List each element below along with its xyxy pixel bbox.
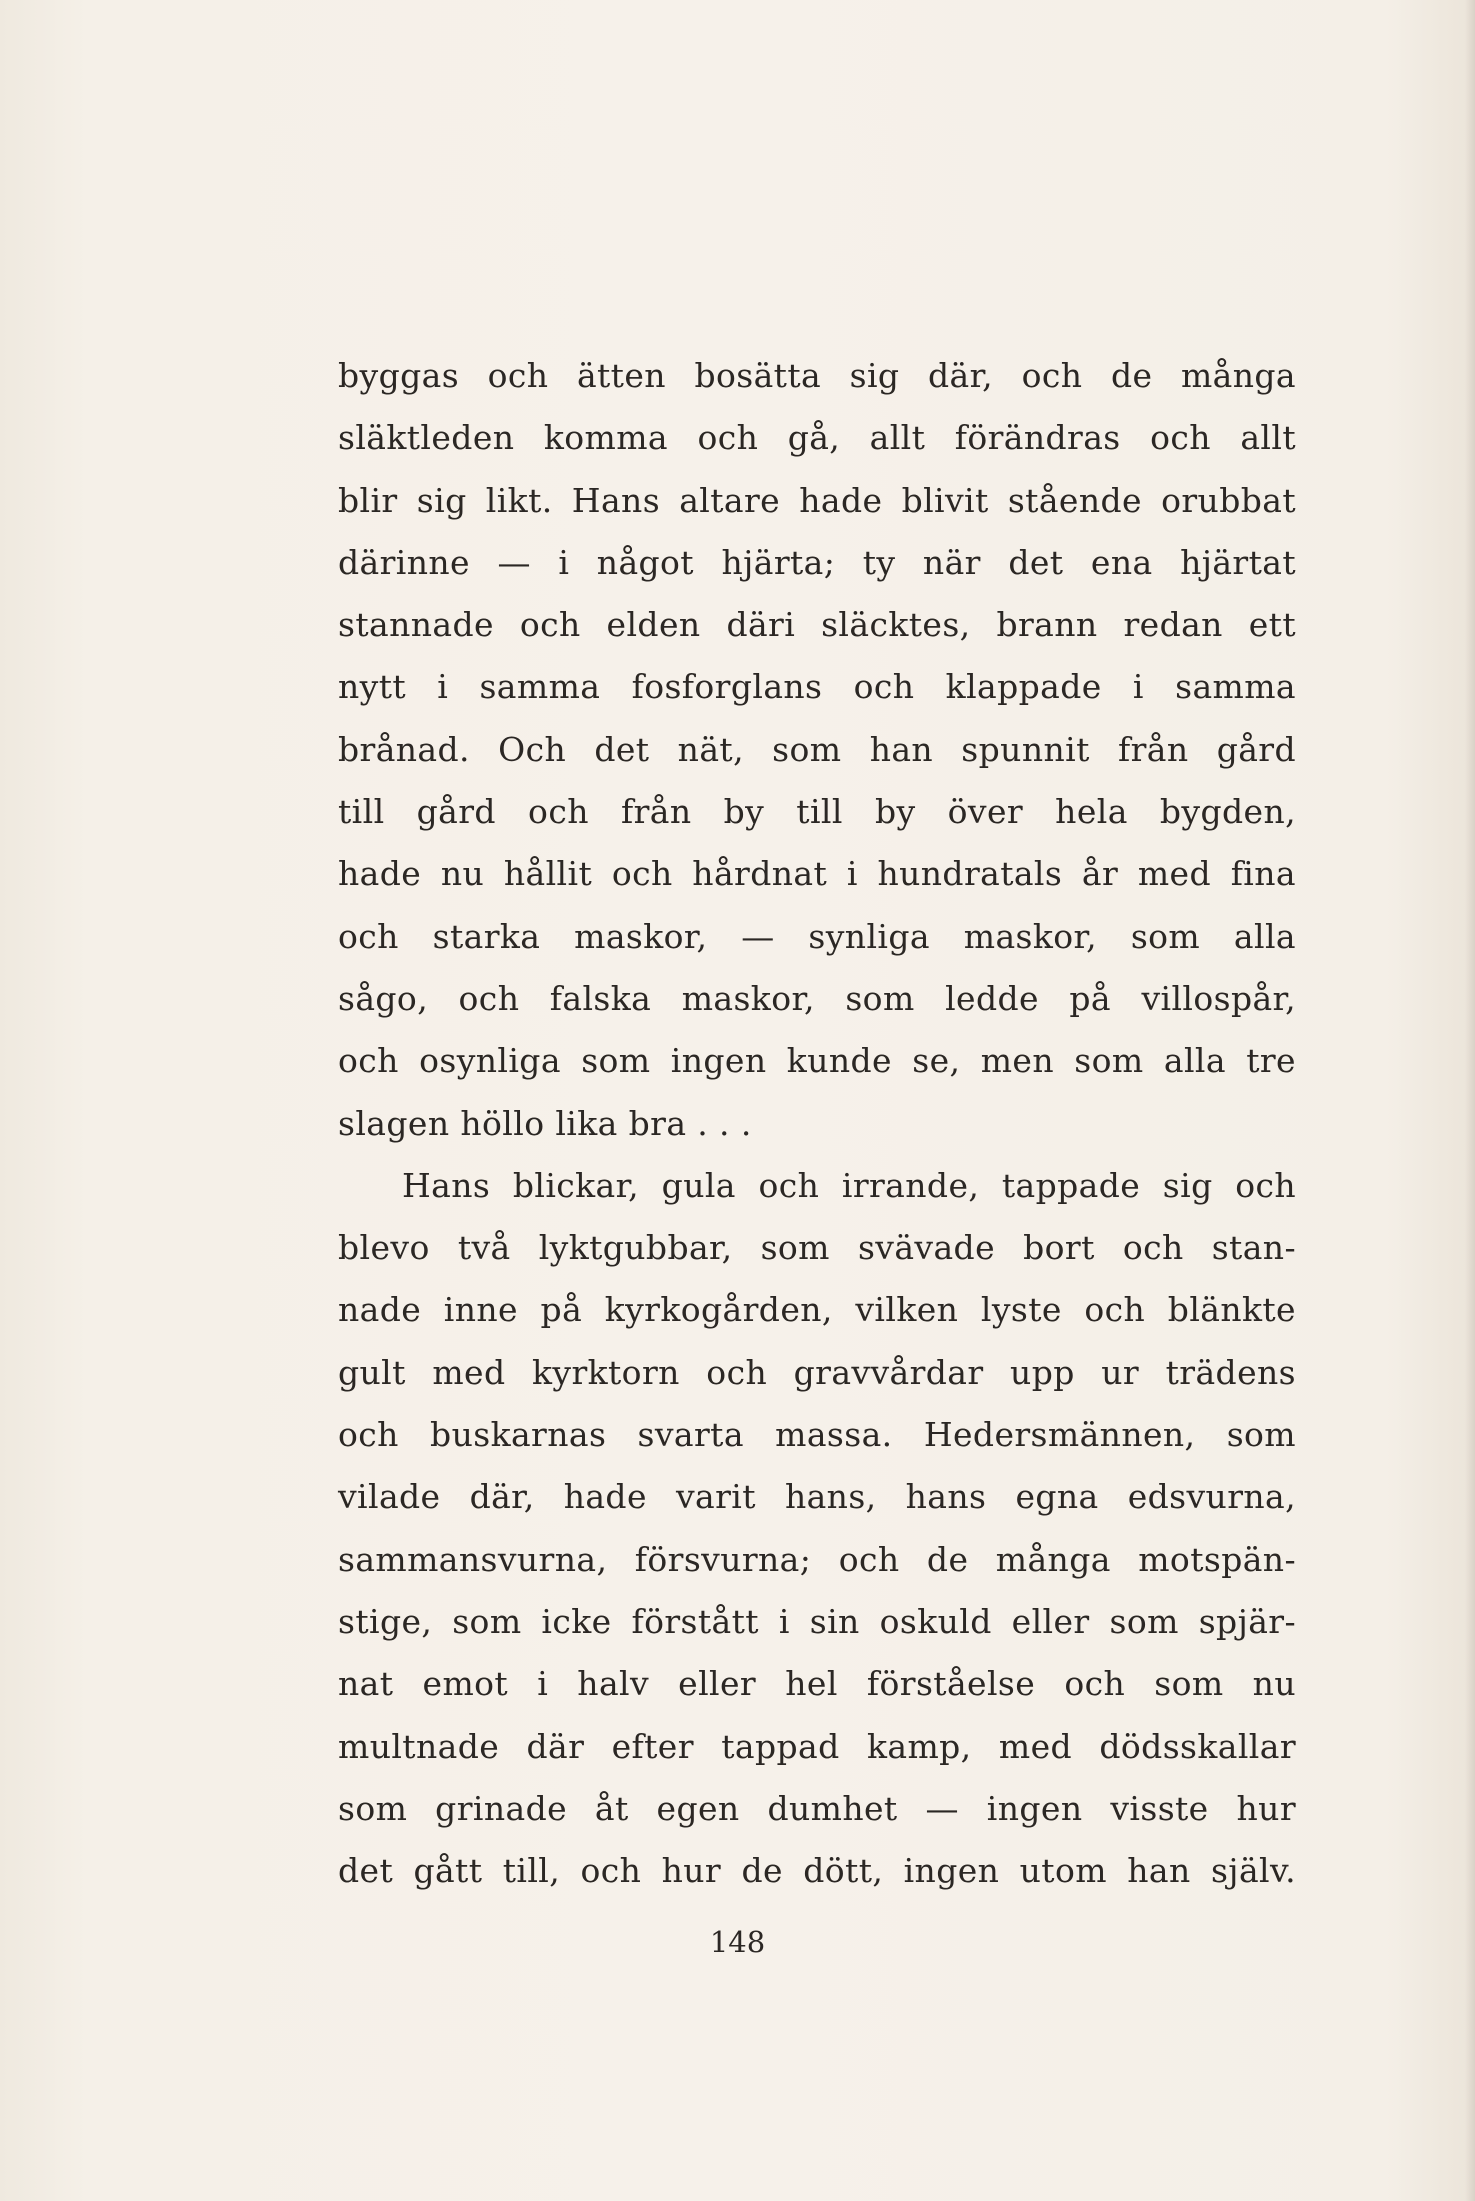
text-line: som grinade åt egen dumhet — ingen visste hur	[338, 1788, 1296, 1828]
page-number: 148	[709, 1925, 766, 1959]
text-line: gult med kyrktorn och gravvårdar upp ur trädens	[338, 1352, 1296, 1392]
text-line: blevo två lyktgubbar, som svävade bort och stan-	[338, 1228, 1296, 1268]
text-line: sammansvurna, försvurna; och de många motspän-	[338, 1539, 1296, 1579]
paragraph-start-line: Hans blickar, gula och irrande, tappade sig och	[402, 1165, 1296, 1205]
text-line: och osynliga som ingen kunde se, men som alla tre	[338, 1041, 1296, 1081]
text-line: och starka maskor, — synliga maskor, som alla	[338, 916, 1296, 956]
text-line: till gård och från by till by över hela bygden,	[338, 792, 1296, 832]
text-line: vilade där, hade varit hans, hans egna edsvurna,	[338, 1477, 1296, 1517]
text-line: byggas och ätten bosätta sig där, och de många	[338, 356, 1296, 395]
text-line: nytt i samma fosforglans och klappade i samma	[338, 667, 1296, 707]
text-line: sågo, och falska maskor, som ledde på villospår,	[338, 978, 1296, 1018]
text-line: hade nu hållit och hårdnat i hundratals år med fina	[338, 854, 1296, 894]
text-line: multnade där efter tappad kamp, med dödsskallar	[338, 1726, 1296, 1766]
paragraph-end-line: slagen höllo lika bra . . .	[338, 1103, 752, 1143]
text-line: därinne — i något hjärta; ty när det ena hjärtat	[338, 542, 1296, 582]
text-line: brånad. Och det nät, som han spunnit från gård	[338, 729, 1296, 769]
text-line: nade inne på kyrkogården, vilken lyste och blänkte	[338, 1290, 1296, 1330]
text-line: stannade och elden däri släcktes, brann redan ett	[338, 605, 1296, 645]
text-line: det gått till, och hur de dött, ingen utom han själv.	[338, 1851, 1296, 1891]
body-text	[338, 345, 1296, 1902]
text-line: och buskarnas svarta massa. Hedersmännen, som	[338, 1415, 1296, 1455]
text-line: nat emot i halv eller hel förståelse och som nu	[338, 1664, 1296, 1704]
page-edge-shadow	[1465, 0, 1475, 2201]
text-line: blir sig likt. Hans altare hade blivit stående orubbat	[338, 480, 1296, 520]
text-line: stige, som icke förstått i sin oskuld eller som spjär-	[338, 1601, 1296, 1641]
text-line: släktleden komma och gå, allt förändras och allt	[338, 418, 1296, 458]
